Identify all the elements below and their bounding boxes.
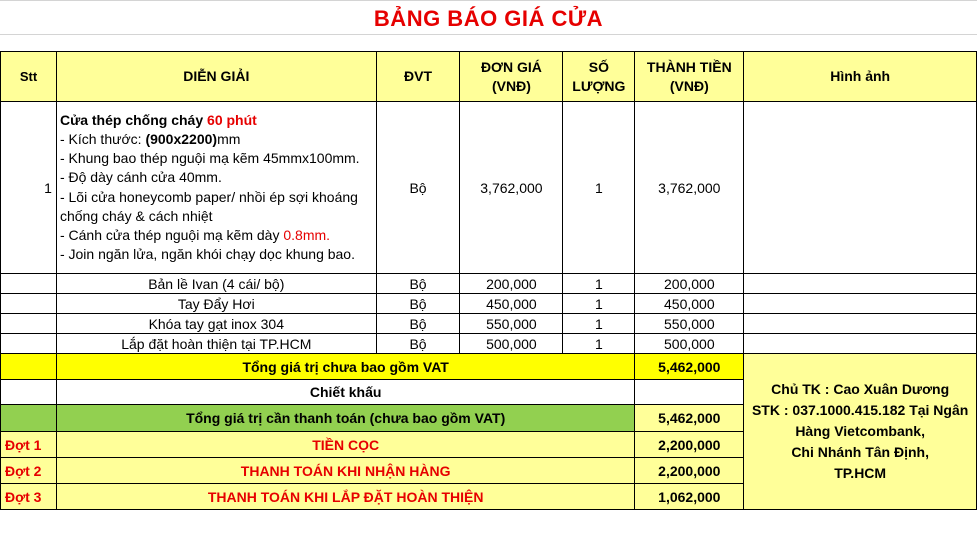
item-name[interactable]: Khóa tay gạt inox 304: [56, 314, 376, 334]
payment-amount[interactable]: 1,062,000: [635, 484, 744, 510]
item-unit[interactable]: Bộ: [376, 274, 460, 294]
payable-label[interactable]: Tổng giá trị cần thanh toán (chưa bao gồm VAT): [56, 405, 634, 432]
item-qty[interactable]: 1: [563, 334, 635, 354]
main-item-size-unit: mm: [217, 130, 241, 147]
main-item-description[interactable]: [56, 102, 376, 274]
item-total[interactable]: 550,000: [635, 314, 744, 334]
main-item-total[interactable]: 3,762,000: [635, 102, 744, 274]
page-title: BẢNG BÁO GIÁ CỬA: [373, 6, 604, 31]
table-row: [1, 274, 977, 294]
main-item-image-cell[interactable]: [744, 102, 977, 274]
main-item-name: Cửa thép chống cháy: [59, 111, 208, 128]
table-row: [1, 314, 977, 334]
main-item-name-highlight: 60 phút: [207, 111, 257, 128]
payment-phase[interactable]: Đợt 2: [1, 458, 57, 484]
item-total[interactable]: 200,000: [635, 274, 744, 294]
item-stt-cell[interactable]: [1, 314, 57, 334]
main-item-leaf-value: 0.8mm.: [283, 226, 331, 243]
main-item-stt[interactable]: 1: [1, 102, 57, 274]
main-item-size-value: (900x2200): [145, 130, 218, 147]
header-stt[interactable]: Stt: [1, 52, 57, 102]
header-thanh-tien-line2: (VNĐ): [669, 77, 709, 94]
payment-phase[interactable]: Đợt 1: [1, 432, 57, 458]
item-price[interactable]: 450,000: [460, 294, 563, 314]
header-dien-giai[interactable]: DIỄN GIẢI: [56, 52, 376, 102]
header-don-gia[interactable]: [460, 52, 563, 102]
table-row-main-item: [1, 102, 977, 274]
header-thanh-tien[interactable]: [635, 52, 744, 102]
item-qty[interactable]: 1: [563, 274, 635, 294]
main-item-thickness: - Độ dày cánh cửa 40mm.: [59, 169, 222, 186]
item-name[interactable]: Tay Đẩy Hơi: [56, 294, 376, 314]
quote-table: [0, 51, 977, 510]
item-unit[interactable]: Bộ: [376, 294, 460, 314]
payment-label[interactable]: THANH TOÁN KHI LẮP ĐẶT HOÀN THIỆN: [56, 484, 634, 510]
bank-branch: Chi Nhánh Tân Định,: [791, 444, 929, 460]
item-image-cell[interactable]: [744, 294, 977, 314]
subtotal-value[interactable]: 5,462,000: [635, 354, 744, 380]
header-don-gia-line1: ĐƠN GIÁ: [480, 58, 542, 75]
main-item-price[interactable]: 3,762,000: [460, 102, 563, 274]
discount-label[interactable]: Chiết khấu: [56, 380, 634, 405]
item-price[interactable]: 500,000: [460, 334, 563, 354]
subtotal-label[interactable]: Tổng giá trị chưa bao gồm VAT: [56, 354, 634, 380]
header-so-luong-line2: LƯỢNG: [572, 77, 626, 94]
main-item-leaf-prefix: - Cánh cửa thép nguội mạ kẽm dày: [59, 226, 284, 243]
header-row: [1, 52, 977, 102]
main-item-unit[interactable]: Bộ: [376, 102, 460, 274]
item-price[interactable]: 200,000: [460, 274, 563, 294]
item-total[interactable]: 450,000: [635, 294, 744, 314]
main-item-qty[interactable]: 1: [563, 102, 635, 274]
main-item-join: - Join ngăn lửa, ngăn khói chạy dọc khung bao.: [59, 246, 355, 263]
main-item-frame: - Khung bao thép nguội mạ kẽm 45mmx100mm.: [59, 150, 360, 167]
bank-account: STK : 037.1000.415.182 Tại Ngân Hàng Vietcombank,: [751, 402, 969, 439]
subtotal-row: [1, 354, 977, 380]
item-qty[interactable]: 1: [563, 314, 635, 334]
payable-stt-cell[interactable]: [1, 405, 57, 432]
item-stt-cell[interactable]: [1, 294, 57, 314]
payable-value[interactable]: 5,462,000: [635, 405, 744, 432]
item-unit[interactable]: Bộ: [376, 334, 460, 354]
header-so-luong-line1: SỐ: [588, 58, 609, 75]
header-hinh-anh[interactable]: Hình ảnh: [744, 52, 977, 102]
payment-label[interactable]: TIỀN CỌC: [56, 432, 634, 458]
table-row: [1, 294, 977, 314]
main-item-size-prefix: - Kích thước:: [59, 130, 146, 147]
item-qty[interactable]: 1: [563, 294, 635, 314]
item-name[interactable]: Lắp đặt hoàn thiện tại TP.HCM: [56, 334, 376, 354]
item-image-cell[interactable]: [744, 334, 977, 354]
discount-value[interactable]: [635, 380, 744, 405]
bank-city: TP.HCM: [834, 465, 887, 481]
payment-amount[interactable]: 2,200,000: [635, 458, 744, 484]
item-image-cell[interactable]: [744, 314, 977, 334]
grid-line: [0, 0, 977, 1]
subtotal-stt-cell[interactable]: [1, 354, 57, 380]
item-name[interactable]: Bản lề Ivan (4 cái/ bộ): [56, 274, 376, 294]
grid-line: [0, 34, 977, 35]
discount-stt-cell[interactable]: [1, 380, 57, 405]
payment-amount[interactable]: 2,200,000: [635, 432, 744, 458]
bank-owner: Chủ TK : Cao Xuân Dương: [771, 381, 950, 397]
item-price[interactable]: 550,000: [460, 314, 563, 334]
header-dvt[interactable]: ĐVT: [376, 52, 460, 102]
item-image-cell[interactable]: [744, 274, 977, 294]
header-don-gia-line2: (VNĐ): [491, 77, 531, 94]
payment-label[interactable]: THANH TOÁN KHI NHẬN HÀNG: [56, 458, 634, 484]
table-row: [1, 334, 977, 354]
payment-phase[interactable]: Đợt 3: [1, 484, 57, 510]
header-thanh-tien-line1: THÀNH TIỀN: [646, 58, 732, 75]
item-total[interactable]: 500,000: [635, 334, 744, 354]
bank-info[interactable]: [744, 354, 977, 510]
header-so-luong[interactable]: [563, 52, 635, 102]
main-item-core: - Lõi cửa honeycomb paper/ nhồi ép sợi khoáng chống cháy & cách nhiệt: [59, 188, 358, 224]
item-unit[interactable]: Bộ: [376, 314, 460, 334]
item-stt-cell[interactable]: [1, 274, 57, 294]
item-stt-cell[interactable]: [1, 334, 57, 354]
